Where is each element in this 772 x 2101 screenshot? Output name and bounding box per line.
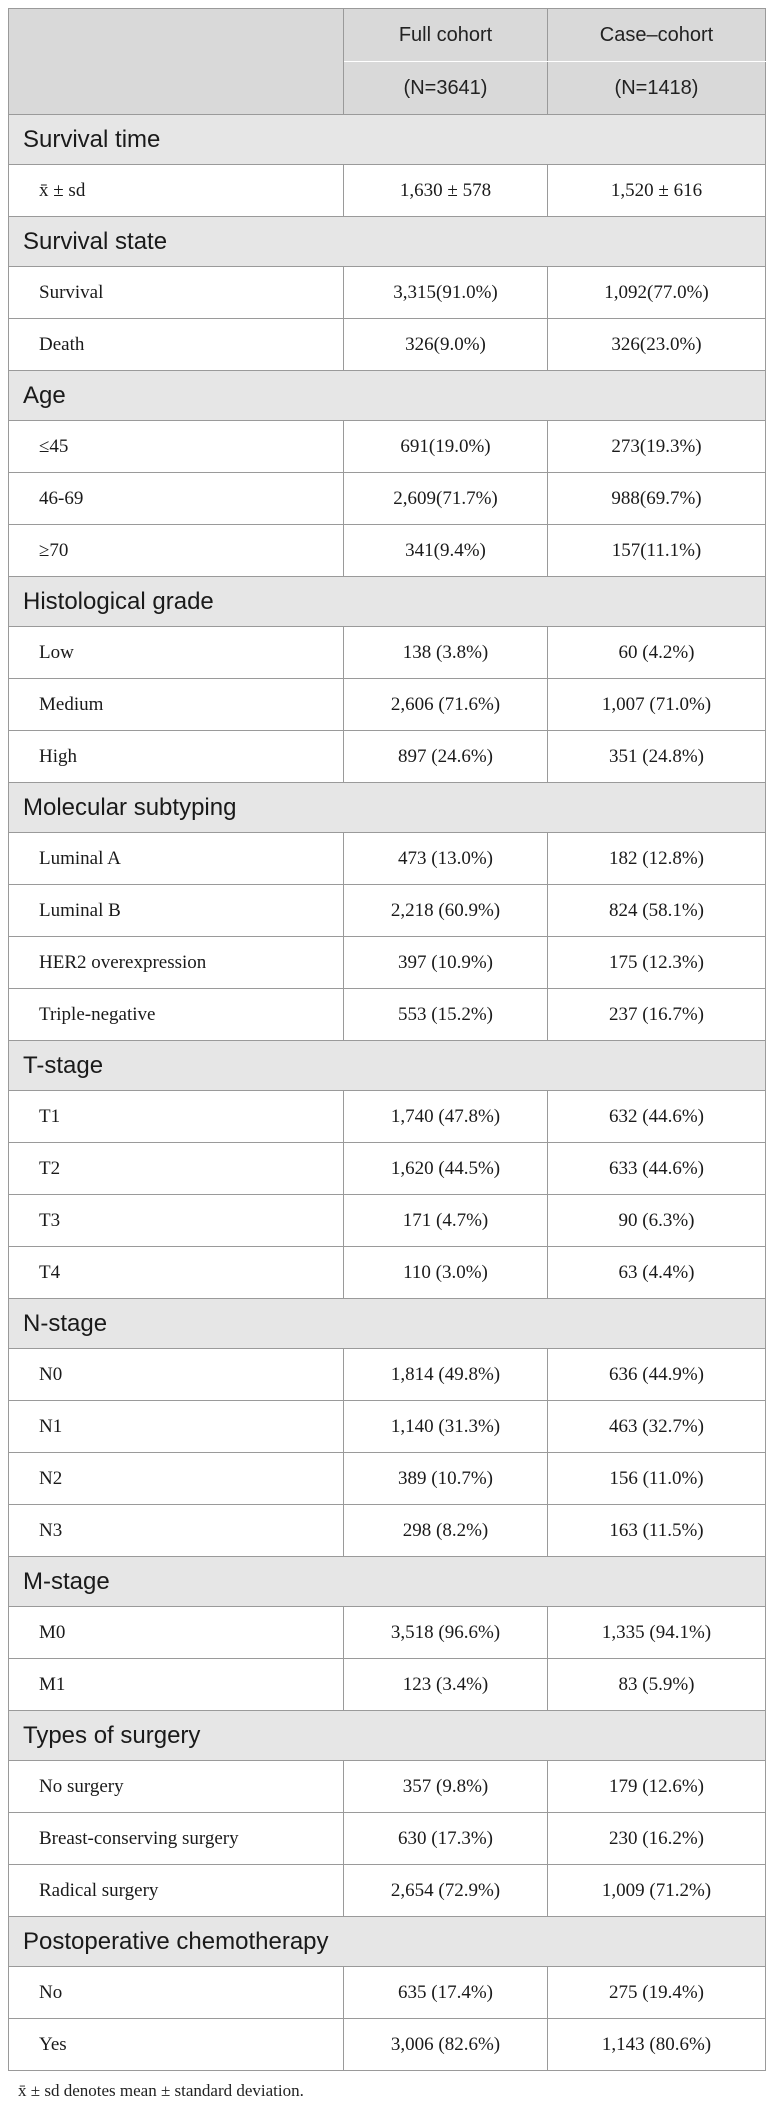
case-cohort-value: 60 (4.2%) (548, 627, 766, 679)
table-row (9, 627, 766, 679)
table-row (9, 937, 766, 989)
section-title: Types of surgery (9, 1711, 766, 1761)
case-cohort-value: 824 (58.1%) (548, 885, 766, 937)
full-cohort-value: 2,606 (71.6%) (344, 679, 548, 731)
table-row (9, 165, 766, 217)
full-cohort-value: 123 (3.4%) (344, 1659, 548, 1711)
case-cohort-value: 275 (19.4%) (548, 1967, 766, 2019)
section-header-row (9, 577, 766, 627)
case-cohort-value: 1,092(77.0%) (548, 267, 766, 319)
row-label: N0 (9, 1349, 344, 1401)
row-label: Luminal A (9, 833, 344, 885)
full-cohort-value: 2,654 (72.9%) (344, 1865, 548, 1917)
section-header-row (9, 371, 766, 421)
full-cohort-value: 357 (9.8%) (344, 1761, 548, 1813)
table-row (9, 1607, 766, 1659)
row-label: M0 (9, 1607, 344, 1659)
table-row (9, 1865, 766, 1917)
table-row (9, 833, 766, 885)
row-label: M1 (9, 1659, 344, 1711)
full-cohort-value: 1,630 ± 578 (344, 165, 548, 217)
table-row (9, 1761, 766, 1813)
table-row (9, 1659, 766, 1711)
section-title: T-stage (9, 1041, 766, 1091)
table-row (9, 421, 766, 473)
row-label: T3 (9, 1195, 344, 1247)
table-row (9, 473, 766, 525)
row-label: N3 (9, 1505, 344, 1557)
section-header-row (9, 1711, 766, 1761)
case-cohort-value: 179 (12.6%) (548, 1761, 766, 1813)
row-label: 46-69 (9, 473, 344, 525)
row-label: Medium (9, 679, 344, 731)
row-label: Luminal B (9, 885, 344, 937)
row-label: Triple-negative (9, 989, 344, 1041)
case-cohort-value: 1,007 (71.0%) (548, 679, 766, 731)
case-cohort-value: 636 (44.9%) (548, 1349, 766, 1401)
case-cohort-value: 633 (44.6%) (548, 1143, 766, 1195)
case-cohort-value: 351 (24.8%) (548, 731, 766, 783)
full-cohort-value: 341(9.4%) (344, 525, 548, 577)
full-cohort-value: 3,518 (96.6%) (344, 1607, 548, 1659)
section-title: Survival state (9, 217, 766, 267)
case-cohort-value: 632 (44.6%) (548, 1091, 766, 1143)
table-body (9, 115, 766, 2071)
row-label: HER2 overexpression (9, 937, 344, 989)
table-row (9, 2019, 766, 2071)
table-row (9, 319, 766, 371)
full-cohort-value: 897 (24.6%) (344, 731, 548, 783)
row-label: N2 (9, 1453, 344, 1505)
section-header-row (9, 1557, 766, 1607)
row-label: N1 (9, 1401, 344, 1453)
header-case-cohort-n: (N=1418) (548, 62, 766, 115)
table-header (9, 9, 766, 115)
row-label: T1 (9, 1091, 344, 1143)
full-cohort-value: 1,620 (44.5%) (344, 1143, 548, 1195)
section-title: Histological grade (9, 577, 766, 627)
table-row (9, 267, 766, 319)
table-row (9, 1143, 766, 1195)
footnote: x̄ ± sd denotes mean ± standard deviation. (18, 2081, 304, 2100)
case-cohort-value: 157(11.1%) (548, 525, 766, 577)
case-cohort-value: 273(19.3%) (548, 421, 766, 473)
row-label: x̄ ± sd (9, 165, 344, 217)
case-cohort-value: 163 (11.5%) (548, 1505, 766, 1557)
full-cohort-value: 389 (10.7%) (344, 1453, 548, 1505)
table-row (9, 885, 766, 937)
case-cohort-value: 83 (5.9%) (548, 1659, 766, 1711)
row-label: ≤45 (9, 421, 344, 473)
section-header-row (9, 1041, 766, 1091)
case-cohort-value: 63 (4.4%) (548, 1247, 766, 1299)
table-row (9, 525, 766, 577)
row-label: Radical surgery (9, 1865, 344, 1917)
header-corner-cell (9, 9, 344, 115)
full-cohort-value: 3,006 (82.6%) (344, 2019, 548, 2071)
row-label: Low (9, 627, 344, 679)
case-cohort-value: 182 (12.8%) (548, 833, 766, 885)
table-row (9, 731, 766, 783)
table-row (9, 679, 766, 731)
full-cohort-value: 397 (10.9%) (344, 937, 548, 989)
row-label: No (9, 1967, 344, 2019)
case-cohort-value: 230 (16.2%) (548, 1813, 766, 1865)
row-label: Yes (9, 2019, 344, 2071)
full-cohort-value: 326(9.0%) (344, 319, 548, 371)
row-label: T4 (9, 1247, 344, 1299)
section-header-row (9, 1917, 766, 1967)
full-cohort-value: 298 (8.2%) (344, 1505, 548, 1557)
header-full-cohort-n: (N=3641) (344, 62, 548, 115)
table-row (9, 1967, 766, 2019)
full-cohort-value: 553 (15.2%) (344, 989, 548, 1041)
case-cohort-value: 1,009 (71.2%) (548, 1865, 766, 1917)
full-cohort-value: 138 (3.8%) (344, 627, 548, 679)
header-full-cohort-title: Full cohort (344, 9, 548, 62)
case-cohort-value: 175 (12.3%) (548, 937, 766, 989)
row-label: High (9, 731, 344, 783)
table-row (9, 1349, 766, 1401)
full-cohort-value: 171 (4.7%) (344, 1195, 548, 1247)
full-cohort-value: 635 (17.4%) (344, 1967, 548, 2019)
case-cohort-value: 90 (6.3%) (548, 1195, 766, 1247)
full-cohort-value: 1,814 (49.8%) (344, 1349, 548, 1401)
row-label: ≥70 (9, 525, 344, 577)
section-title: Survival time (9, 115, 766, 165)
section-title: N-stage (9, 1299, 766, 1349)
full-cohort-value: 691(19.0%) (344, 421, 548, 473)
section-title: M-stage (9, 1557, 766, 1607)
case-cohort-value: 326(23.0%) (548, 319, 766, 371)
row-label: T2 (9, 1143, 344, 1195)
table-row (9, 1195, 766, 1247)
section-header-row (9, 115, 766, 165)
row-label: Death (9, 319, 344, 371)
table-row (9, 1453, 766, 1505)
table-row (9, 1505, 766, 1557)
row-label: Survival (9, 267, 344, 319)
header-case-cohort-title: Case–cohort (548, 9, 766, 62)
full-cohort-value: 1,740 (47.8%) (344, 1091, 548, 1143)
case-cohort-value: 1,520 ± 616 (548, 165, 766, 217)
cohort-characteristics-table (8, 8, 766, 2071)
full-cohort-value: 3,315(91.0%) (344, 267, 548, 319)
section-header-row (9, 783, 766, 833)
row-label: Breast-conserving surgery (9, 1813, 344, 1865)
full-cohort-value: 1,140 (31.3%) (344, 1401, 548, 1453)
case-cohort-value: 237 (16.7%) (548, 989, 766, 1041)
table-row (9, 989, 766, 1041)
full-cohort-value: 630 (17.3%) (344, 1813, 548, 1865)
table-row (9, 1091, 766, 1143)
section-title: Age (9, 371, 766, 421)
table-row (9, 1247, 766, 1299)
table-row (9, 1401, 766, 1453)
case-cohort-value: 1,335 (94.1%) (548, 1607, 766, 1659)
section-title: Postoperative chemotherapy (9, 1917, 766, 1967)
case-cohort-value: 156 (11.0%) (548, 1453, 766, 1505)
full-cohort-value: 110 (3.0%) (344, 1247, 548, 1299)
full-cohort-value: 473 (13.0%) (344, 833, 548, 885)
row-label: No surgery (9, 1761, 344, 1813)
full-cohort-value: 2,609(71.7%) (344, 473, 548, 525)
case-cohort-value: 463 (32.7%) (548, 1401, 766, 1453)
case-cohort-value: 988(69.7%) (548, 473, 766, 525)
section-header-row (9, 1299, 766, 1349)
full-cohort-value: 2,218 (60.9%) (344, 885, 548, 937)
table-row (9, 1813, 766, 1865)
case-cohort-value: 1,143 (80.6%) (548, 2019, 766, 2071)
section-title: Molecular subtyping (9, 783, 766, 833)
section-header-row (9, 217, 766, 267)
